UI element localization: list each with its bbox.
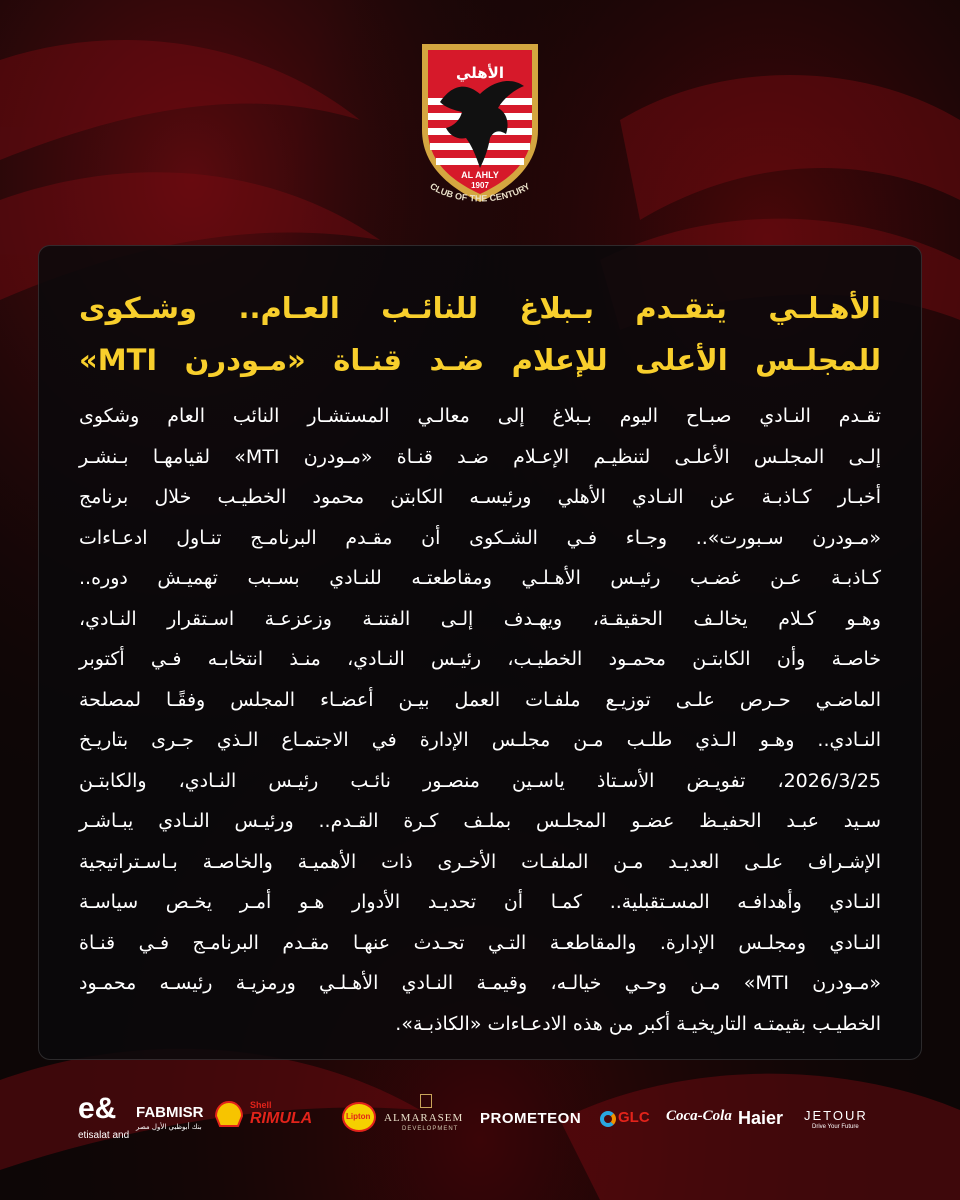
almarasem-sub: DEVELOPMENT (402, 1126, 459, 1132)
article-body (79, 396, 881, 1044)
haier-name: Haier (738, 1108, 784, 1128)
sponsor-haier-logo (738, 1090, 798, 1150)
body-line: النـادي ومجلـس الإدارة. والمقاطعـة التـي تحـدث عنهـا مقـدم البرنامـج فـي قنـاة (79, 931, 881, 954)
sponsor-etisalat-logo (78, 1090, 128, 1150)
body-line: «مـودرن MTI» مـن وحـي خيالـه، وقيمـة النـادي الأهـلـي ورمزيـة رئيسـه محمـود (79, 972, 881, 994)
body-line: 2026/3/25، تفويـض الأسـتاذ ياسـين منصـور نائـب رئيـس النـادي، والكابتـن (79, 769, 881, 792)
crest-motto: CLUB OF THE CENTURY (428, 180, 532, 204)
sponsor-prometeon-logo (480, 1090, 592, 1150)
body-line: الماضـي حـرص علـى توزيـع ملفـات العمل بيـن أعضـاء المجلس وفقًـا لمصلحة (79, 688, 881, 711)
sponsor-lipton-logo (342, 1090, 376, 1150)
shell-name: RIMULA (250, 1110, 313, 1127)
fab-name: FABMISR (136, 1104, 204, 1121)
body-line: تقـدم النـادي صبـاح اليوم بـبلاغ إلى معالـي المستشـار النائب العام وشكوى (79, 405, 881, 427)
body-line: النـادي وأهدافـه المسـتقبلية.. كمـا أن تحديـد الأدوار هـو أمـر يخـص سياسـة (79, 891, 881, 913)
al-ahly-crest-logo (410, 38, 550, 208)
body-line: أخبـار كـاذبـة عن النـادي الأهلي ورئيسـه الكابتن محمود الخطيـب خلال برنامج (79, 486, 881, 508)
lipton-name: Lipton (346, 1112, 371, 1121)
body-line: وهـو كـلام يخالـف الحقيقـة، ويهـدف إلـى الفتنـة وزعزعـة اسـتقرار النـادي، (79, 607, 881, 630)
jetour-sub: Drive Your Future (812, 1124, 859, 1130)
sponsor-almarasem-logo (384, 1090, 470, 1150)
sponsor-coca-cola-logo (666, 1090, 732, 1150)
crest-year: 1907 (471, 181, 489, 190)
headline-line: الأهـلـي يتقـدم بـبلاغ للنائـب العـام.. وشـكوى (79, 291, 881, 325)
cocacola-name: Coca-Cola (666, 1108, 732, 1124)
body-line: الخطيـب بقيمتـه التاريخيـة أكبر من هذه الادعـاءات «الكاذبـة». (395, 1012, 881, 1035)
article-headline (79, 282, 881, 386)
prometeon-name: PROMETEON (480, 1110, 582, 1127)
body-line: كـاذبـة عـن غضـب رئيـس الأهـلـي ومقاطعتـه للنـادي بسـبب تهميـش دوره.. (79, 567, 881, 589)
glc-name: GLC (618, 1109, 650, 1126)
body-line: النـادي.. وهـو الـذي طلـب مـن مجلـس الإدارة في الاجتمـاع الـذي جـرى بتاريـخ (79, 729, 881, 751)
body-line: «مـودرن سـبورت».. وجـاء فـي الشـكوى أن مقـدم البرنامـج تنـاول ادعـاءات (79, 526, 881, 549)
sponsor-jetour-logo (804, 1090, 884, 1150)
etisalat-name: etisalat and (78, 1130, 130, 1141)
shell-icon (214, 1100, 244, 1128)
almarasem-name: ALMARASEM (384, 1112, 464, 1124)
shell-top: Shell (250, 1100, 272, 1110)
article-card (38, 245, 922, 1060)
body-line: إلـى المجلـس الأعلـى لتنظيـم الإعـلام ضـد قنـاة «مـودرن MTI» لقيامهـا بـنشـر (79, 445, 881, 468)
etisalat-mark: e& (78, 1092, 117, 1125)
body-line: سـيد عبـد الحفيـظ عضـو المجلـس بملـف كـرة القـدم.. ورئيـس النـادي يبـاشـر (79, 810, 881, 832)
crest-name: AL AHLY (461, 170, 499, 180)
sponsor-glc-logo (600, 1090, 660, 1150)
jetour-name: JETOUR (804, 1108, 868, 1123)
sponsor-fab-misr-logo (136, 1090, 206, 1150)
headline-line: للمجلـس الأعلى للإعلام ضـد قنـاة «مـودرن MTI» (79, 343, 881, 377)
body-line: الإشـراف علـى العديـد مـن الملفـات الأخـرى ذات الأهميـة والخاصـة بـاسـتراتيجية (79, 850, 881, 873)
sponsor-strip (78, 1090, 884, 1150)
body-line: خاصـة وأن الكابتـن محمـود الخطيـب، رئيـس النـادي، منـذ انتخابـه فـي أكتوبر (79, 648, 881, 670)
sponsor-shell-rimula-logo (214, 1090, 336, 1150)
glc-icon (600, 1111, 616, 1127)
fab-sub: بنك أبوظبي الأول مصر (136, 1123, 202, 1131)
crest-arabic-name: الأهلي (455, 64, 505, 82)
